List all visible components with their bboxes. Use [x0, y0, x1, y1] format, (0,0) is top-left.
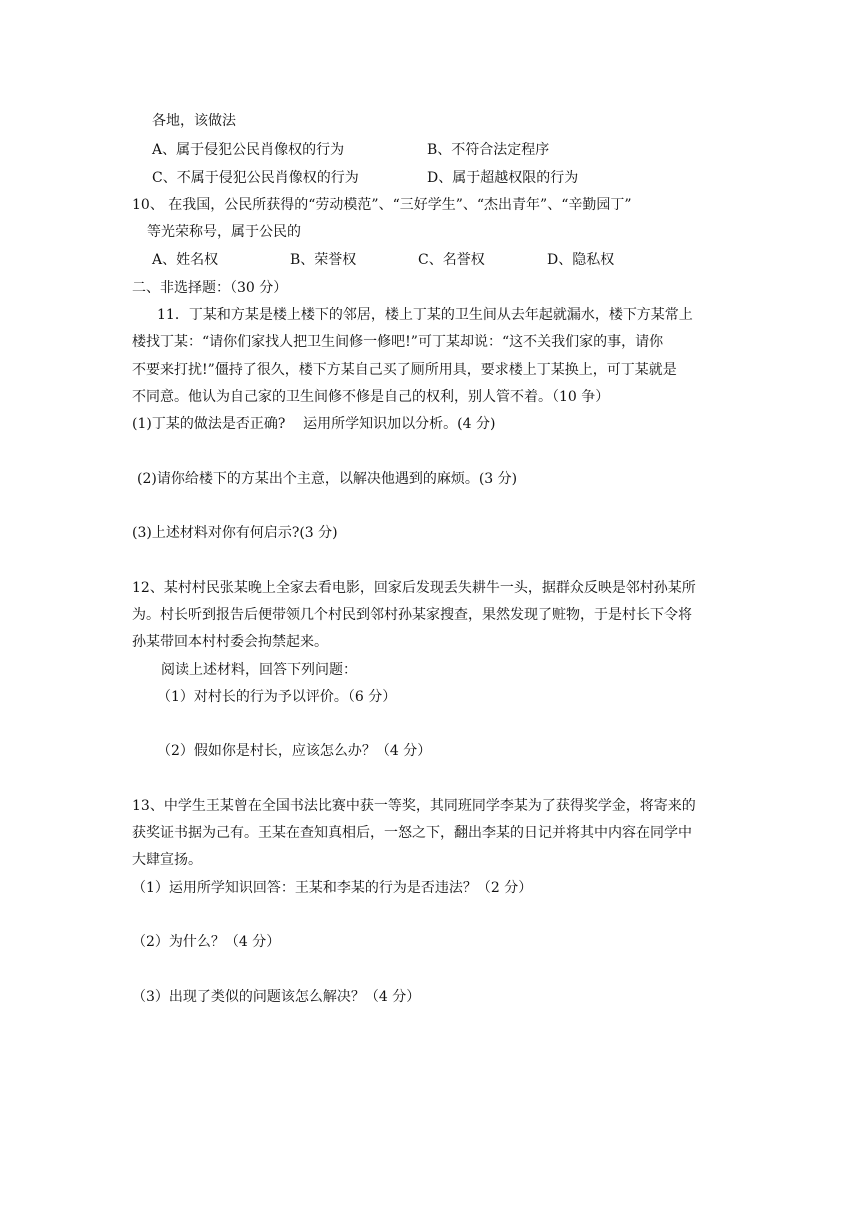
q13-paragraph-line2: 获奖证书据为己有。王某在查知真相后，一怒之下，翻出李某的日记并将其中内容在同学中 — [132, 825, 692, 841]
q11-subquestion-3: (3)上述材料对你有何启示?(3 分) — [132, 525, 338, 541]
q13-paragraph-line3: 大肆宣扬。 — [132, 852, 202, 868]
q11-subquestion-1: (1)丁某的做法是否正确? 运用所学知识加以分析。(4 分) — [132, 416, 496, 432]
q12-paragraph-line3: 孙某带回本村村委会拘禁起来。 — [132, 634, 328, 650]
q9-option-c: C、不属于侵犯公民肖像权的行为 — [152, 170, 359, 186]
q13-subquestion-2: （2）为什么？（4 分） — [132, 934, 281, 950]
q10-stem-line1: 10、 在我国，公民所获得的“劳动模范”、“三好学生”、“杰出青年”、“辛勤园丁” — [132, 197, 632, 213]
q12-paragraph-line2: 为。村长听到报告后便带领几个村民到邻村孙某家搜查，果然发现了赃物，于是村长下令将 — [132, 607, 692, 623]
q12-instruction: 阅读上述材料，回答下列问题： — [161, 662, 357, 678]
q12-subquestion-1: （1）对村长的行为予以评价。（6 分） — [157, 689, 397, 705]
q10-option-c: C、名誉权 — [418, 252, 485, 268]
q11-paragraph-line3: 不要来打扰!”僵持了很久，楼下方某自己买了厕所用具，要求楼上丁某换上，可丁某就是 — [132, 362, 677, 378]
q13-subquestion-1: （1）运用所学知识回答：王某和李某的行为是否违法？（2 分） — [132, 880, 533, 896]
q11-paragraph-line2: 楼找丁某：“请你们家找人把卫生间修一修吧!”可丁某却说：“这不关我们家的事，请你 — [132, 334, 664, 350]
q9-option-b: B、不符合法定程序 — [427, 142, 550, 158]
q9-continuation: 各地，该做法 — [152, 113, 236, 129]
q11-paragraph-line1: 11．丁某和方某是楼上楼下的邻居，楼上丁某的卫生间从去年起就漏水，楼下方某常上 — [157, 307, 693, 323]
q13-subquestion-3: （3）出现了类似的问题该怎么解决？（4 分） — [132, 989, 421, 1005]
q10-stem-line2: 等光荣称号，属于公民的 — [147, 224, 301, 240]
q13-paragraph-line1: 13、中学生王某曾在全国书法比赛中获一等奖，其同班同学李某为了获得奖学金，将寄来的 — [132, 798, 696, 814]
q9-option-d: D、属于超越权限的行为 — [427, 170, 579, 186]
q10-option-d: D、隐私权 — [547, 252, 615, 268]
q11-paragraph-line4: 不同意。他认为自己家的卫生间修不修是自己的权利，别人管不着。（10 争） — [132, 389, 610, 405]
q12-subquestion-2: （2）假如你是村长，应该怎么办？（4 分） — [157, 743, 432, 759]
section-title: 二、非选择题：（30 分） — [132, 280, 288, 296]
q12-paragraph-line1: 12、某村村民张某晚上全家去看电影，回家后发现丢失耕牛一头，据群众反映是邻村孙某所 — [132, 580, 696, 596]
q11-subquestion-2: (2)请你给楼下的方某出个主意，以解决他遇到的麻烦。(3 分) — [137, 471, 518, 487]
q10-option-a: A、姓名权 — [152, 252, 219, 268]
q9-option-a: A、属于侵犯公民肖像权的行为 — [152, 142, 345, 158]
q10-option-b: B、荣誉权 — [290, 252, 357, 268]
